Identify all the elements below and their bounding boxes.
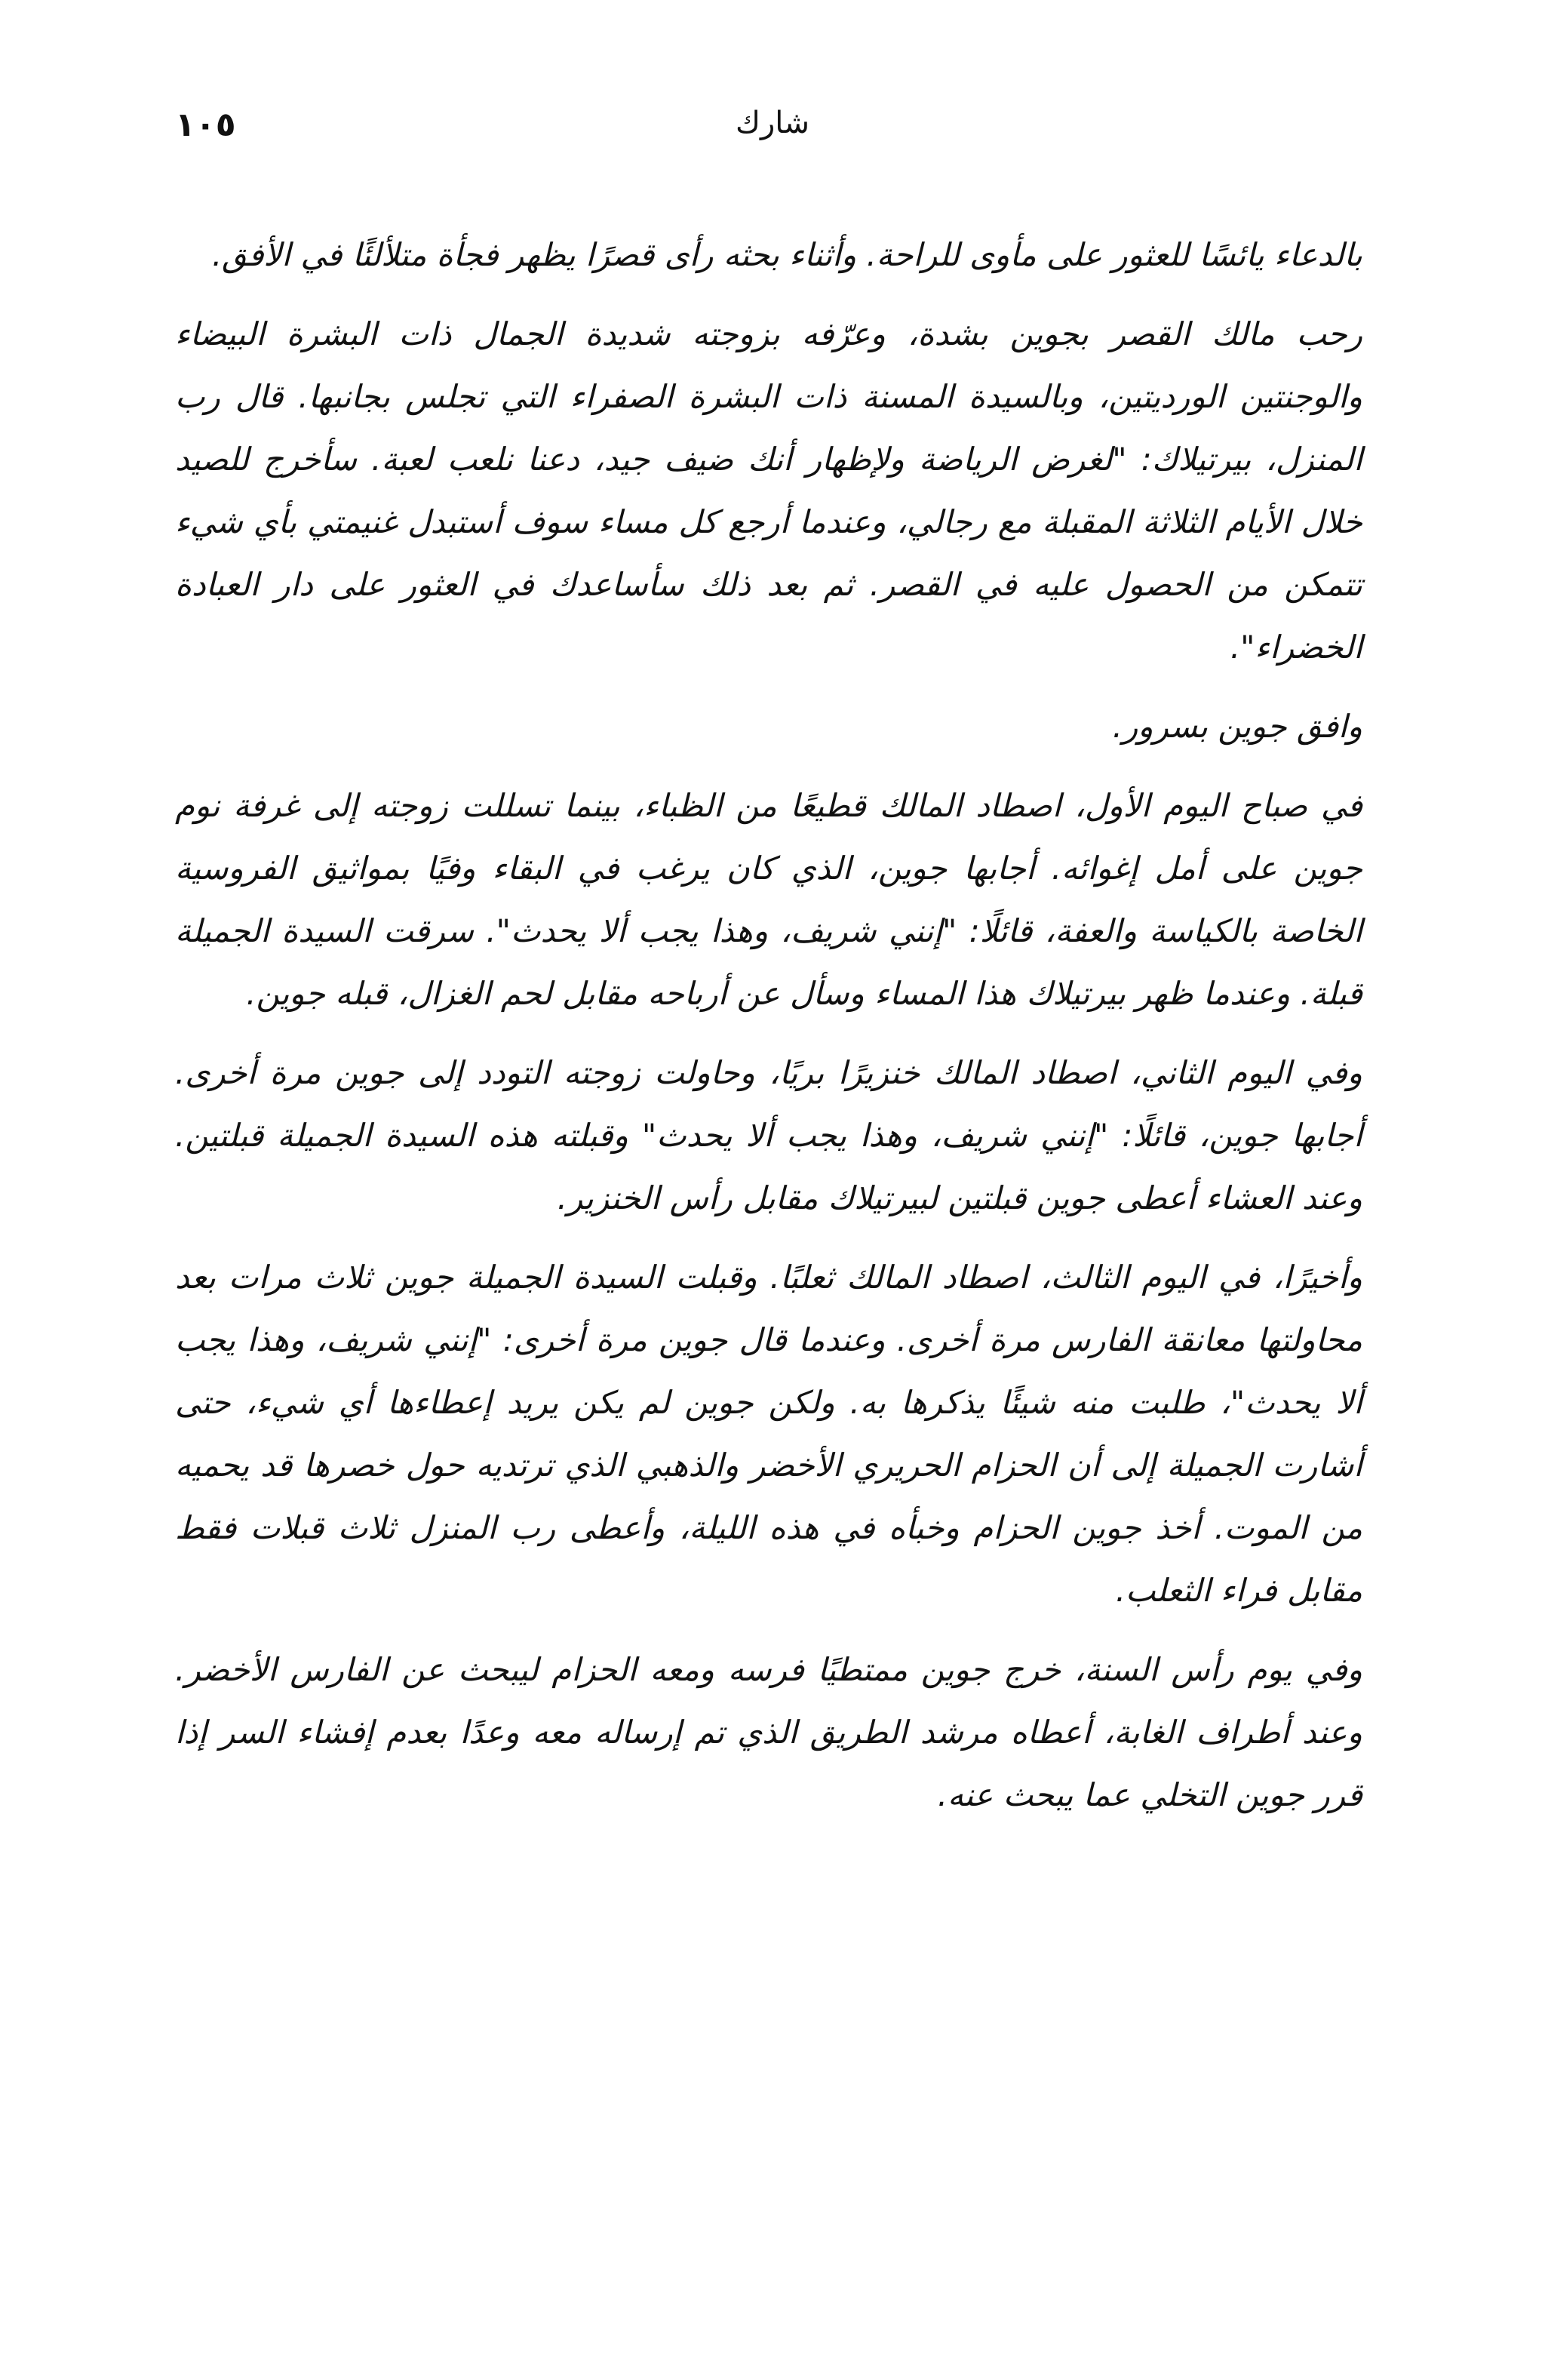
paragraph-7: وفي يوم رأس السنة، خرج جوين ممتطيًا فرسه ومعه الحزام ليبحث عن الفارس الأخضر. وعند أطراف الغابة، أعطاه مرشد الطريق الذي تم إرساله معه وعدًا بعدم إفشاء السر إذا قرر جوين التخلي عما يبحث عنه. <box>175 1651 1362 1813</box>
paragraph-5: وفي اليوم الثاني، اصطاد المالك خنزيرًا بريًا، وحاولت زوجته التودد إلى جوين مرة أخرى. أجابها جوين، قائلًا: "إنني شريف، وهذا يجب ألا يحدث" وقبلته هذه السيدة الجميلة قبلتين. وعند العشاء أعطى جوين قبلتين لبيرتيلاك مقابل رأس الخنزير. <box>175 1054 1362 1216</box>
running-head <box>0 106 1545 166</box>
paragraph-2: رحب مالك القصر بجوين بشدة، وعرّفه بزوجته شديدة الجمال ذات البشرة البيضاء والوجنتين الورديتين، وبالسيدة المسنة ذات البشرة الصفراء التي تجلس بجانبها. قال رب المنزل، بيرتيلاك: "لغرض الرياضة ولإظهار أنك ضيف جيد، دعنا نلعب لعبة. سأخرج للصيد خلال الأيام الثلاثة المقبلة مع رجالي، وعندما أرجع كل مساء سوف أستبدل غنيمتي بأي شيء تتمكن من الحصول عليه في القصر. ثم بعد ذلك سأساعدك في العثور على دار العبادة الخضراء". <box>175 315 1362 666</box>
chapter-title: شارك <box>736 106 809 140</box>
paragraph-4: في صباح اليوم الأول، اصطاد المالك قطيعًا من الظباء، بينما تسللت زوجته إلى غرفة نوم جوين على أمل إغوائه. أجابها جوين، الذي كان يرغب في البقاء وفيًا بمواثيق الفروسية الخاصة بالكياسة والعفة، قائلًا: "إنني شريف، وهذا يجب ألا يحدث". سرقت السيدة الجميلة قبلة. وعندما ظهر بيرتيلاك هذا المساء وسأل عن أرباحه مقابل لحم الغزال، قبله جوين. <box>175 787 1362 1012</box>
paragraph-1: بالدعاء يائسًا للعثور على مأوى للراحة. وأثناء بحثه رأى قصرًا يظهر فجأة متلألئًا في الأفق. <box>211 236 1362 273</box>
paragraph-6: وأخيرًا، في اليوم الثالث، اصطاد المالك ثعلبًا. وقبلت السيدة الجميلة جوين ثلاث مرات بعد محاولتها معانقة الفارس مرة أخرى. وعندما قال جوين مرة أخرى: "إنني شريف، وهذا يجب ألا يحدث"، طلبت منه شيئًا يذكرها به. ولكن جوين لم يكن يريد إعطاءها أي شيء، حتى أشارت الجميلة إلى أن الحزام الحريري الأخضر والذهبي الذي ترتديه حول خصرها قد يحميه من الموت. أخذ جوين الحزام وخبأه في هذه الليلة، وأعطى رب المنزل ثلاث قبلات فقط مقابل فراء الثعلب. <box>175 1259 1362 1609</box>
paragraph-3: وافق جوين بسرور. <box>1112 708 1362 745</box>
body-text <box>175 223 1362 1843</box>
page-number: ١٠٥ <box>175 106 236 144</box>
